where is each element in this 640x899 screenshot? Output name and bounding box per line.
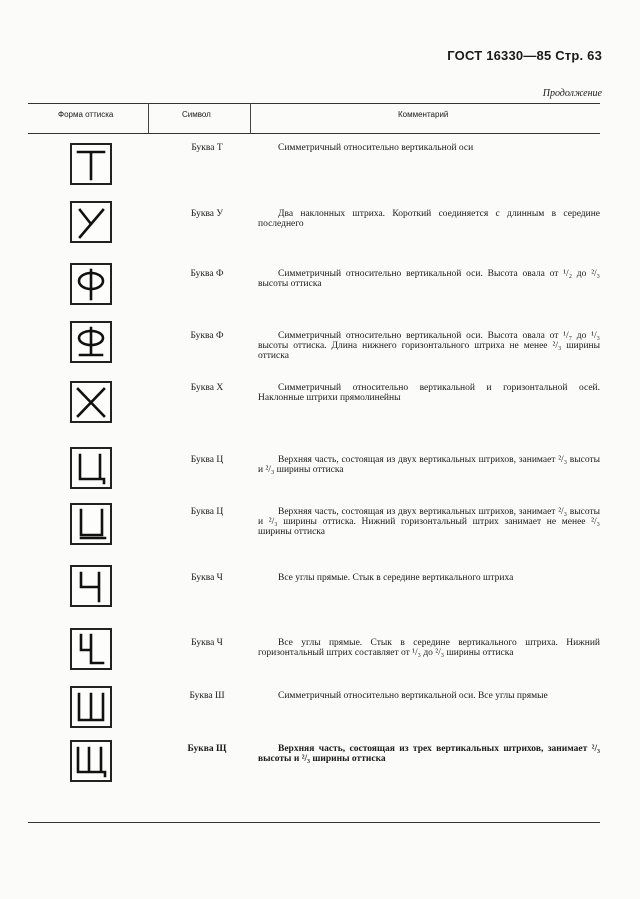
comment-text: Верхняя часть, состоящая из трех вертикальных штрихов, занимает ²/₃ высоты и ²/₃ ширины оттиска [258, 744, 600, 764]
symbol-label: Буква Т [191, 143, 223, 153]
page-header-title: ГОСТ 16330—85 Стр. 63 [447, 48, 602, 63]
symbol-label: Буква У [190, 209, 224, 219]
glyph-che-variant-icon [70, 628, 112, 670]
column-header-comment: Комментарий [398, 110, 449, 119]
symbol-label: Буква Ц [190, 507, 224, 517]
column-header-symbol: Символ [182, 110, 211, 119]
symbol-label: Буква Х [190, 383, 224, 393]
column-header-form: Форма оттиска [58, 110, 114, 119]
comment-text: Верхняя часть, состоящая из двух вертикальных штрихов, занимает ²/₃ высоты и ²/₃ ширины оттиска. Нижний горизонтальный штрих занимает не менее ²/₃ ширины оттиска [258, 507, 600, 537]
glyph-tse-icon [70, 447, 112, 489]
column-divider-1 [148, 103, 149, 133]
comment-text: Симметричный относительно вертикальной оси. Высота овала от ¹/₇ до ¹/₃ высоты оттиска. Длина нижнего горизонтального штриха не менее ²/₃ ширины оттиска [258, 331, 600, 361]
symbol-label: Буква Ч [191, 573, 223, 583]
glyph-t-icon [70, 143, 112, 185]
comment-text: Симметричный относительно вертикальной оси. Высота овала от ¹/₂ до ²/₃ высоты оттиска [258, 269, 600, 289]
comment-text: Два наклонных штриха. Короткий соединяется с длинным в середине последнего [258, 209, 600, 229]
comment-text: Верхняя часть, состоящая из двух вертикальных штрихов, занимает ²/₃ высоты и ²/₃ ширины оттиска [258, 455, 600, 475]
glyph-tse-variant-icon [70, 503, 112, 545]
glyph-che-icon [70, 565, 112, 607]
table-header-rule [28, 133, 600, 134]
symbol-label: Буква Ч [191, 638, 223, 648]
symbol-label: Буква Ш [189, 691, 225, 701]
symbol-label: Буква Ф [190, 331, 224, 341]
glyph-sha-icon [70, 686, 112, 728]
glyph-shcha-icon [70, 740, 112, 782]
symbol-label: Буква Щ [187, 744, 227, 754]
glyph-ef-icon [70, 263, 112, 305]
table-top-rule [28, 103, 600, 104]
comment-text: Все углы прямые. Стык в середине вертикального штриха [278, 573, 514, 583]
continued-label: Продолжение [542, 88, 602, 99]
glyph-kha-icon [70, 381, 112, 423]
symbol-label: Буква Ц [190, 455, 224, 465]
glyph-ef-variant-icon [70, 321, 112, 363]
column-divider-2 [250, 103, 251, 133]
table-bottom-rule [28, 822, 600, 823]
symbol-label: Буква Ф [190, 269, 224, 279]
comment-text: Симметричный относительно вертикальной и горизонтальной осей. Наклонные штрихи прямолинейны [258, 383, 600, 403]
comment-text: Все углы прямые. Стык в середине вертикального штриха. Нижний горизонтальный штрих составляет от ¹/₃ до ²/₃ ширины оттиска [258, 638, 600, 658]
comment-text: Симметричный относительно вертикальной оси. Все углы прямые [278, 691, 548, 701]
glyph-u-icon [70, 201, 112, 243]
comment-text: Симметричный относительно вертикальной оси [278, 143, 474, 153]
